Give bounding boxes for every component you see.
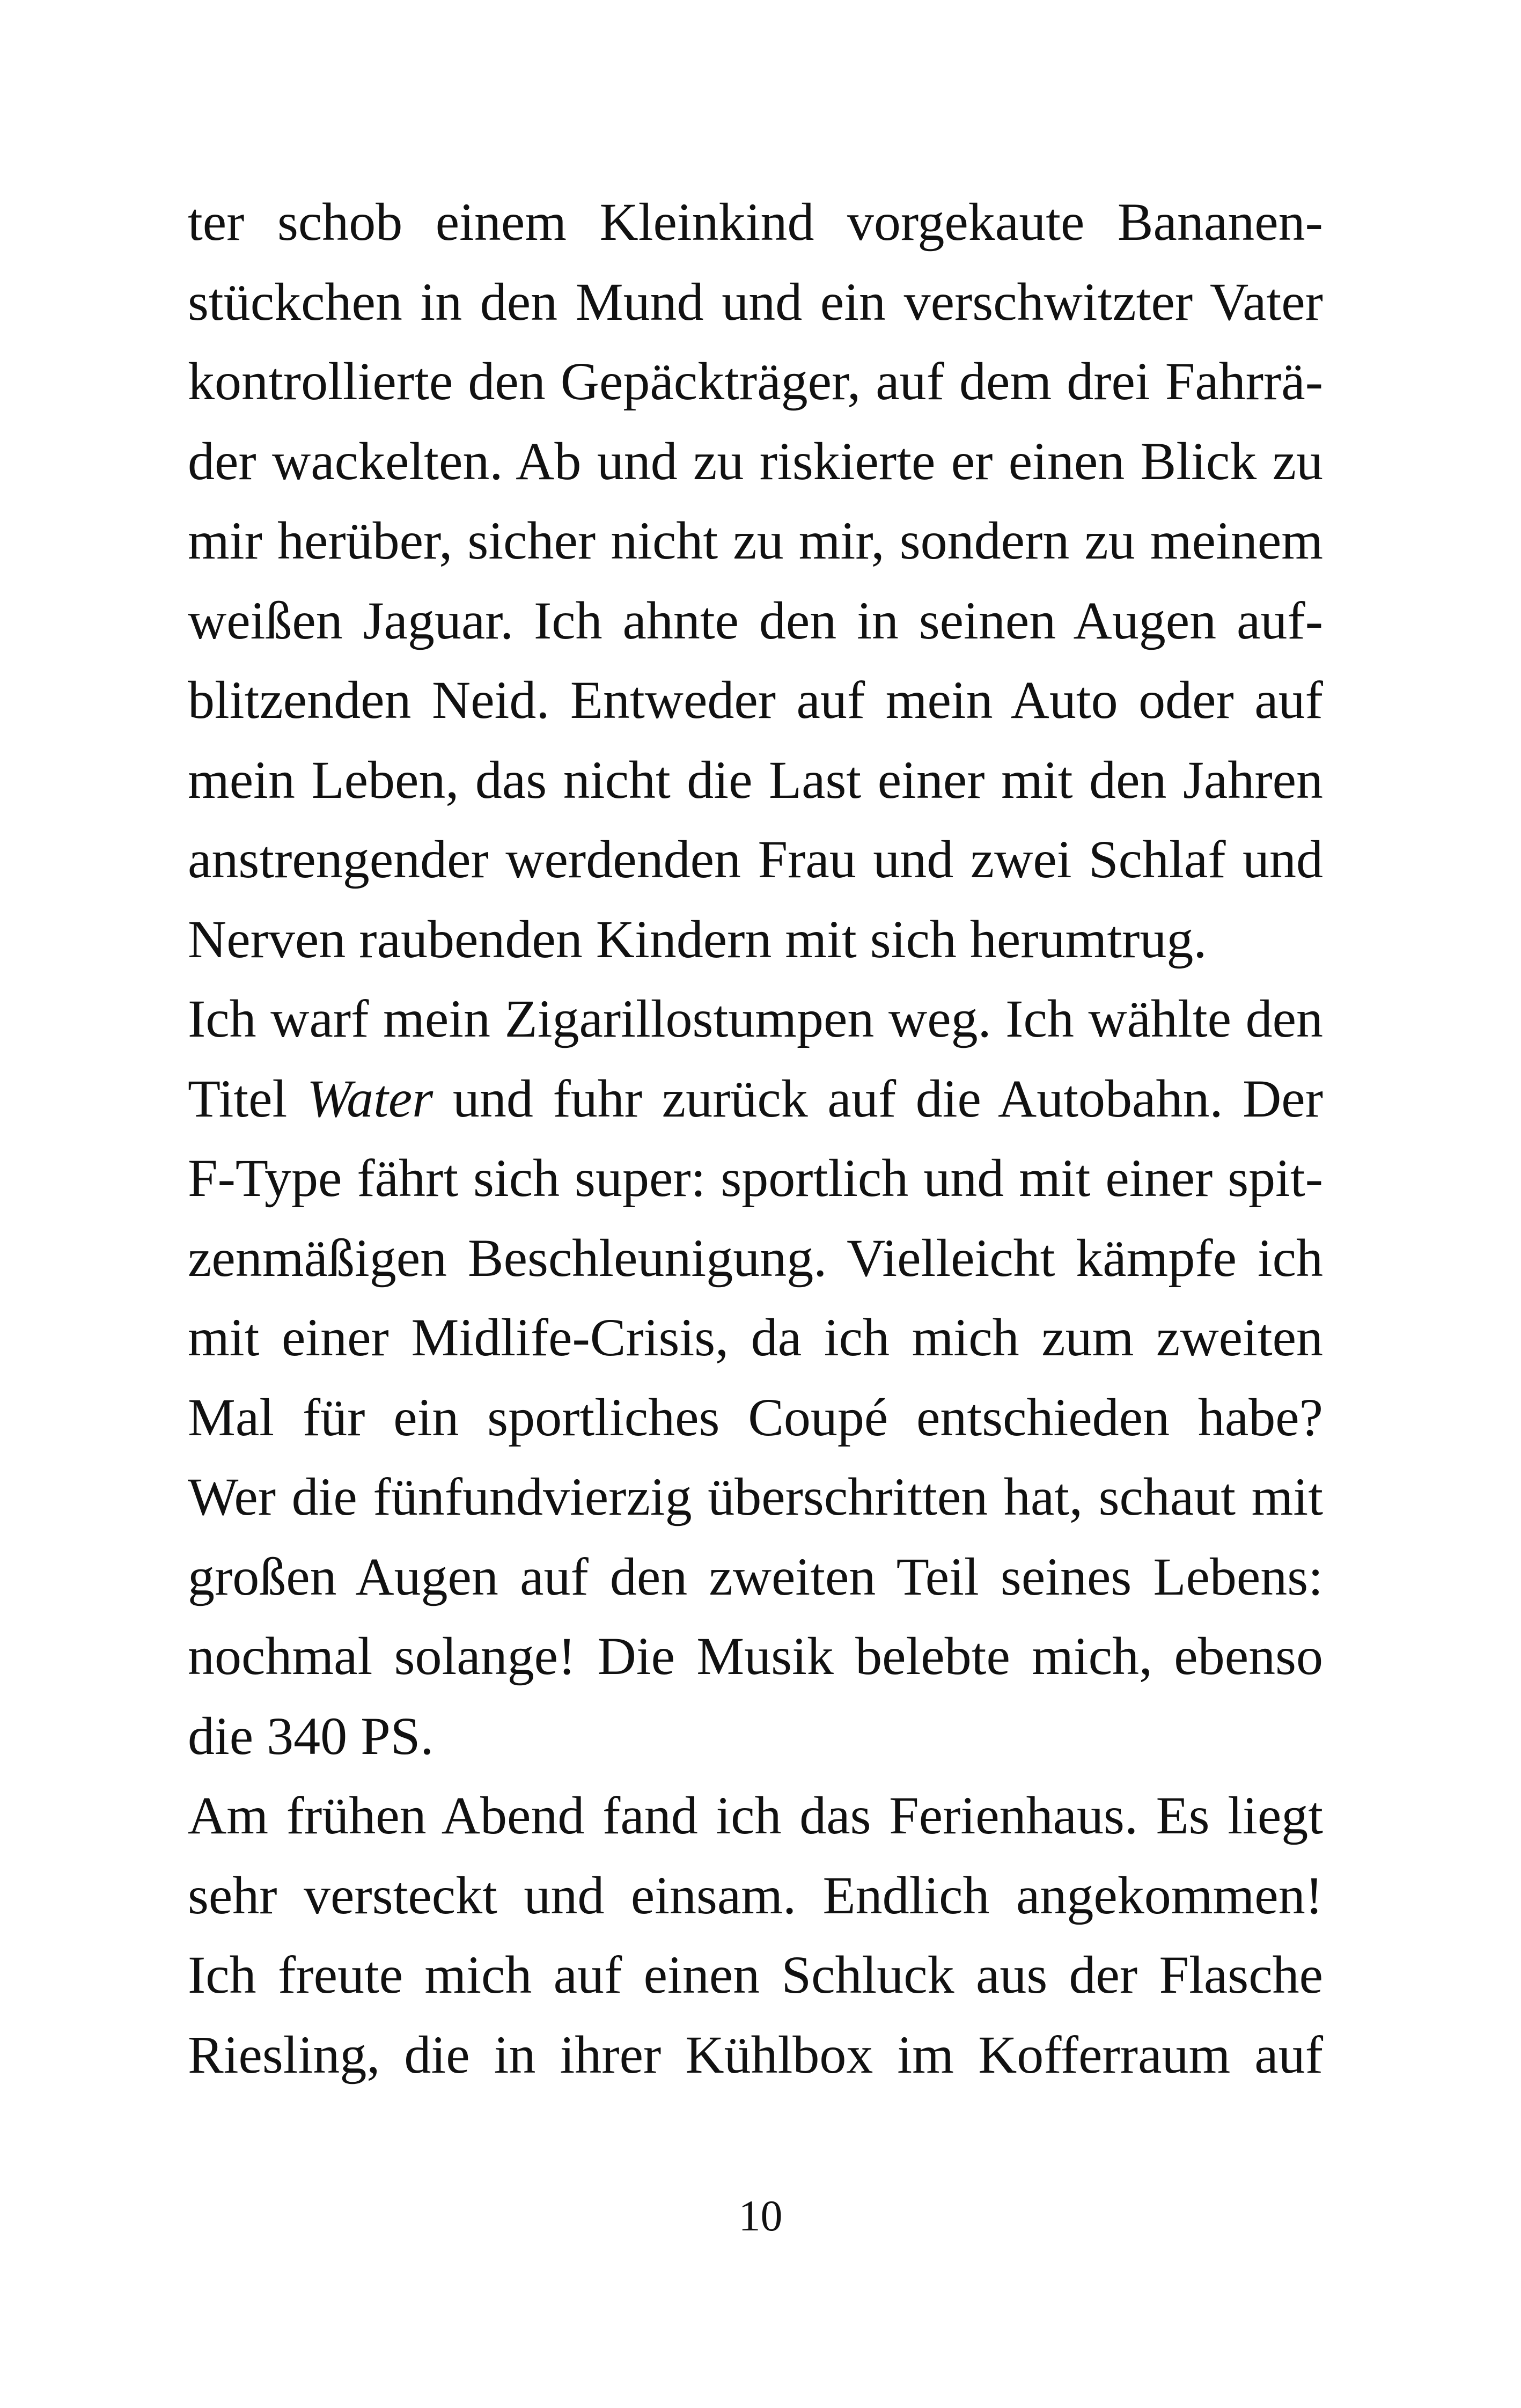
text-line: F-Type fährt sich super: sportlich und mit einer spit-: [188, 1148, 1323, 1208]
text-line: blitzenden Neid. Entweder auf mein Auto oder auf: [188, 670, 1323, 730]
text-line: anstrengender werdenden Frau und zwei Schlaf und: [188, 829, 1323, 889]
text-line: kontrollierte den Gepäckträger, auf dem drei Fahrrä-: [188, 351, 1323, 411]
text-line: mit einer Midlife-Crisis, da ich mich zum zweiten: [188, 1308, 1323, 1367]
text-line: Mal für ein sportliches Coupé entschieden habe?: [188, 1387, 1323, 1447]
text-line: ter schob einem Kleinkind vorgekaute Bananen-: [188, 192, 1323, 252]
text-line: Ich warf mein Zigarillostumpen weg. Ich wählte den: [188, 989, 1323, 1048]
text-line: weißen Jaguar. Ich ahnte den in seinen Augen auf-: [188, 590, 1323, 650]
text-line: die 340 PS.: [188, 1706, 434, 1766]
text-line: Am frühen Abend fand ich das Ferienhaus. Es liegt: [188, 1786, 1323, 1845]
text-line: nochmal solange! Die Musik belebte mich, ebenso: [188, 1626, 1323, 1686]
text-line: der wackelten. Ab und zu riskierte er einen Blick zu: [188, 431, 1323, 491]
text-line: mein Leben, das nicht die Last einer mit den Jahren: [188, 750, 1323, 810]
text-line: sehr versteckt und einsam. Endlich angekommen!: [188, 1865, 1323, 1925]
text-line: Riesling, die in ihrer Kühlbox im Kofferraum auf: [188, 2024, 1323, 2084]
text-line: [188, 1059, 1323, 1139]
text-fragment: Titel: [188, 1068, 307, 1128]
text-line: stückchen in den Mund und ein verschwitzter Vater: [188, 271, 1323, 332]
text-line: großen Augen auf den zweiten Teil seines Lebens:: [188, 1546, 1323, 1606]
text-line: Nerven raubenden Kindern mit sich herumtrug.: [188, 909, 1207, 969]
text-line: mir herüber, sicher nicht zu mir, sondern zu meinem: [188, 511, 1323, 570]
text-fragment: und fuhr zurück auf die Autobahn. Der: [433, 1068, 1323, 1128]
song-title: Water: [306, 1068, 433, 1128]
text-line: Ich freute mich auf einen Schluck aus der Flasche: [188, 1945, 1323, 2005]
page-number: 10: [738, 2191, 783, 2240]
text-line: Wer die fünfundvierzig überschritten hat, schaut mit: [188, 1467, 1323, 1526]
text-line: zenmäßigen Beschleunigung. Vielleicht kämpfe ich: [188, 1228, 1323, 1288]
body-text: [188, 182, 1323, 2095]
